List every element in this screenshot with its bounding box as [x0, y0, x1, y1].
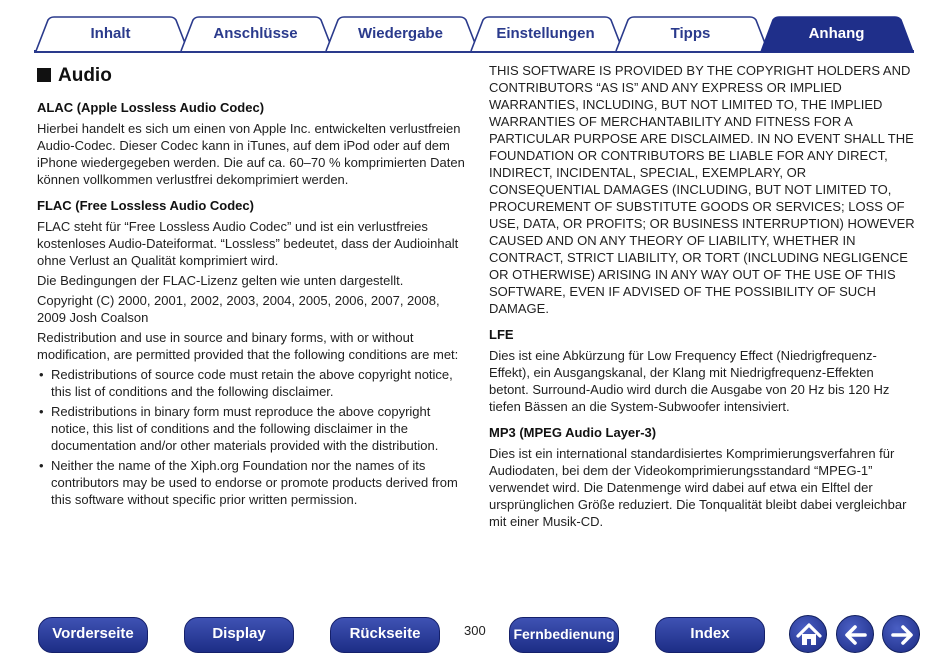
next-page-button[interactable]	[882, 615, 920, 653]
license-conditions-list	[37, 366, 467, 508]
tab-inhalt[interactable]: Inhalt	[90, 25, 131, 42]
home-button[interactable]	[789, 615, 827, 653]
section-heading	[37, 62, 467, 88]
mp3-paragraph: Dies ist ein international standardisiertes Komprimierungsverfahren für Audiodaten, bei dem der Videokomprimierungsstandard “MPEG-1” verwendet wird. Die Datenmenge wird dabei auf etwa ein Elftel der ursprünglichen Größe reduziert. Die Tonqualität bleibt dabei vergleichbar mit einer Musik-CD.	[489, 446, 907, 529]
list-item: • Redistributions in binary form must reproduce the above copyright notice, this list of conditions and the following disclaimer in the documentation and/or other materials provided with the distribution.	[37, 403, 467, 454]
flac-copyright: Copyright (C) 2000, 2001, 2002, 2003, 2004, 2005, 2006, 2007, 2008, 2009 Josh Coalson	[37, 293, 440, 325]
flac-paragraph-1: FLAC steht für “Free Lossless Audio Codec” und ist ein verlustfreies kostenloses Audio-Dateiformat. “Lossless” bedeutet, dass der Audioinhalt ohne Verlust an Qualität komprimiert wird.	[37, 219, 459, 268]
flac-paragraph-4: Redistribution and use in source and binary forms, with or without modification, are permitted provided that the following conditions are met:	[37, 330, 459, 362]
square-bullet-icon	[37, 68, 51, 82]
flac-paragraph-2: Die Bedingungen der FLAC-Lizenz gelten wie unten dargestellt.	[37, 273, 404, 288]
tab-tipps[interactable]: Tipps	[670, 25, 711, 42]
arrow-left-icon	[837, 616, 875, 654]
right-column	[489, 62, 917, 533]
flac-heading: FLAC (Free Lossless Audio Codec)	[37, 198, 254, 213]
alac-paragraph: Hierbei handelt es sich um einen von Apple Inc. entwickelten verlustfreien Audio-Codec. Dieser Codec kann in iTunes, auf dem iPod oder auf dem iPhone wiedergegeben werden. Die auf ca. 60–70 % komprimierten Daten können vollkommen verlustfrei dekomprimiert werden.	[37, 121, 465, 187]
lfe-heading: LFE	[489, 327, 514, 342]
tab-einstellungen[interactable]: Einstellungen	[496, 25, 595, 42]
list-item: • Neither the name of the Xiph.org Foundation nor the names of its contributors may be used to endorse or promote products derived from this software without specific prior written permission.	[37, 457, 467, 508]
index-button[interactable]: Index	[655, 617, 765, 653]
display-button[interactable]: Display	[184, 617, 294, 653]
home-icon	[790, 616, 828, 654]
arrow-right-icon	[883, 616, 921, 654]
tab-anschluesse[interactable]: Anschlüsse	[213, 25, 298, 42]
alac-heading: ALAC (Apple Lossless Audio Codec)	[37, 100, 265, 115]
rear-panel-button[interactable]: Rückseite	[330, 617, 440, 653]
front-panel-button[interactable]: Vorderseite	[38, 617, 148, 653]
tab-wiedergabe[interactable]: Wiedergabe	[358, 25, 443, 42]
remote-control-button[interactable]: Fernbedienung	[509, 617, 619, 653]
section-title-text: Audio	[58, 64, 112, 86]
previous-page-button[interactable]	[836, 615, 874, 653]
left-column	[37, 62, 467, 511]
tab-bar	[34, 16, 914, 54]
page-number: 300	[464, 623, 486, 638]
list-item: • Redistributions of source code must retain the above copyright notice, this list of conditions and the following disclaimer.	[37, 366, 467, 400]
disclaimer-paragraph: THIS SOFTWARE IS PROVIDED BY THE COPYRIGHT HOLDERS AND CONTRIBUTORS “AS IS” AND ANY EXPRESS OR IMPLIED WARRANTIES, INCLUDING, BUT NOT LIMITED TO, THE IMPLIED WARRANTIES OF MERCHANTABILITY AND FITNESS FOR A PARTICULAR PURPOSE ARE DISCLAIMED. IN NO EVENT SHALL THE FOUNDATION OR CONTRIBUTORS BE LIABLE FOR ANY DIRECT, INDIRECT, INCIDENTAL, SPECIAL, EXEMPLARY, OR CONSEQUENTIAL DAMAGES (INCLUDING, BUT NOT LIMITED TO, PROCUREMENT OF SUBSTITUTE GOODS OR SERVICES; LOSS OF USE, DATA, OR PROFITS; OR BUSINESS INTERRUPTION) HOWEVER CAUSED AND ON ANY THEORY OF LIABILITY, WHETHER IN CONTRACT, STRICT LIABILITY, OR TORT (INCLUDING NEGLIGENCE OR OTHERWISE) ARISING IN ANY WAY OUT OF THE USE OF THIS SOFTWARE, EVEN IF ADVISED OF THE POSSIBILITY OF SUCH DAMAGE.	[489, 63, 915, 316]
mp3-heading: MP3 (MPEG Audio Layer-3)	[489, 425, 657, 440]
tab-anhang[interactable]: Anhang	[808, 25, 865, 42]
lfe-paragraph: Dies ist eine Abkürzung für Low Frequency Effect (Niedrigfrequenz-Effekt), ein Ausgangskanal, der Klang mit Niedrigfrequenz-Effekten betont. Surround-Audio wird durch die Ausgabe von 20 Hz bis 120 Hz tiefen Bässen an die System-Subwoofer intensiviert.	[489, 348, 890, 414]
